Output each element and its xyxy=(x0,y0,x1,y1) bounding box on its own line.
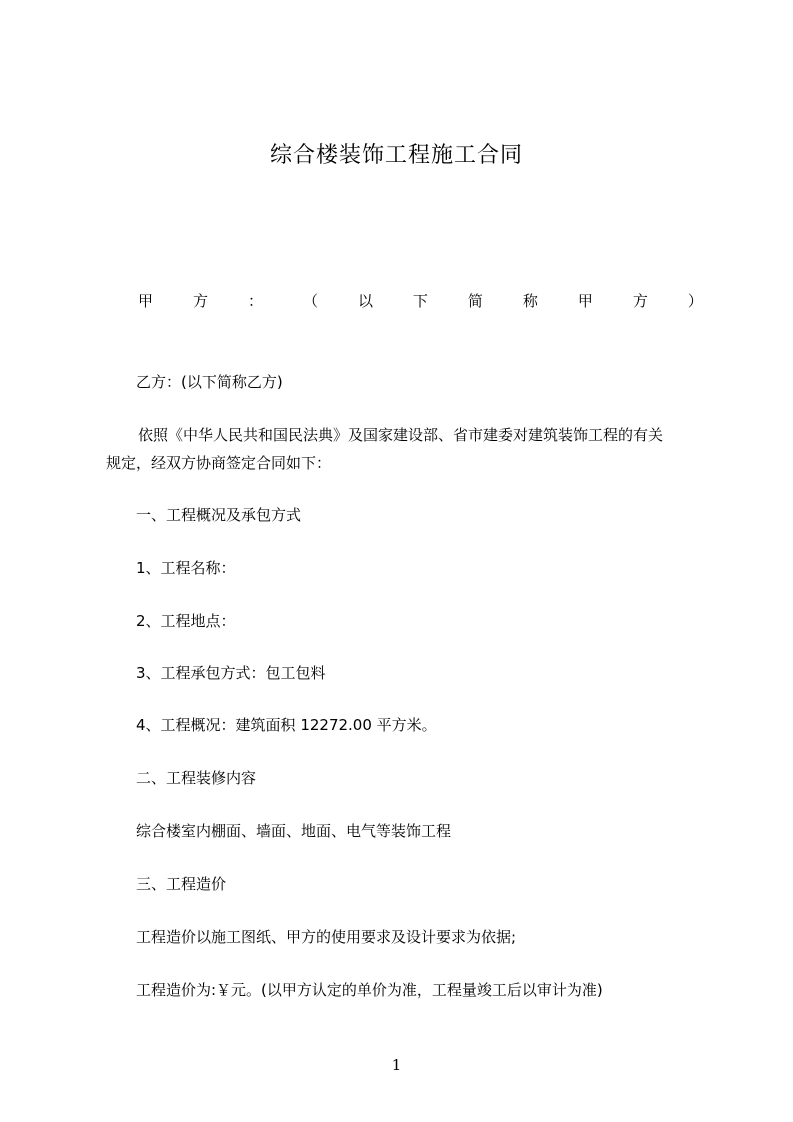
intro-paragraph-line-1: 依照《中华人民共和国民法典》及国家建设部、省市建委对建筑装饰工程的有关 xyxy=(138,426,664,444)
party-a-char: 下 xyxy=(412,292,428,310)
party-a-char: 简 xyxy=(467,292,483,310)
party-a-char: ： xyxy=(247,292,263,310)
page-number: 1 xyxy=(391,1056,402,1074)
contract-title: 综合楼装饰工程施工合同 xyxy=(269,143,523,168)
section-3-text-1: 工程造价以施工图纸、甲方的使用要求及设计要求为依据; xyxy=(136,928,517,946)
section-2-heading: 二、工程装修内容 xyxy=(136,769,257,787)
project-location-item: 2、工程地点： xyxy=(136,612,236,630)
party-a-char: 以 xyxy=(357,292,373,310)
party-b-line: 乙方：(以下简称乙方) xyxy=(136,373,283,391)
party-a-char: 方 xyxy=(632,292,648,310)
party-a-char: 甲 xyxy=(577,292,593,310)
party-a-char: 甲 xyxy=(138,292,154,310)
intro-paragraph-line-2: 规定，经双方协商签定合同如下： xyxy=(106,454,332,472)
section-3-heading: 三、工程造价 xyxy=(136,875,227,893)
section-2-text: 综合楼室内棚面、墙面、地面、电气等装饰工程 xyxy=(136,822,452,840)
party-a-line xyxy=(138,289,703,313)
party-a-char: （ xyxy=(302,292,318,310)
party-a-char: ） xyxy=(687,292,703,310)
section-3-text-2: 工程造价为:￥元。(以甲方认定的单价为准，工程量竣工后以审计为准) xyxy=(136,981,603,999)
contract-method-item: 3、工程承包方式：包工包料 xyxy=(136,664,326,682)
project-name-item: 1、工程名称： xyxy=(136,559,236,577)
party-a-char: 方 xyxy=(192,292,208,310)
project-overview-item: 4、工程概况：建筑面积 12272.00 平方米。 xyxy=(136,716,437,734)
section-1-heading: 一、工程概况及承包方式 xyxy=(136,506,302,524)
party-a-char: 称 xyxy=(522,292,538,310)
